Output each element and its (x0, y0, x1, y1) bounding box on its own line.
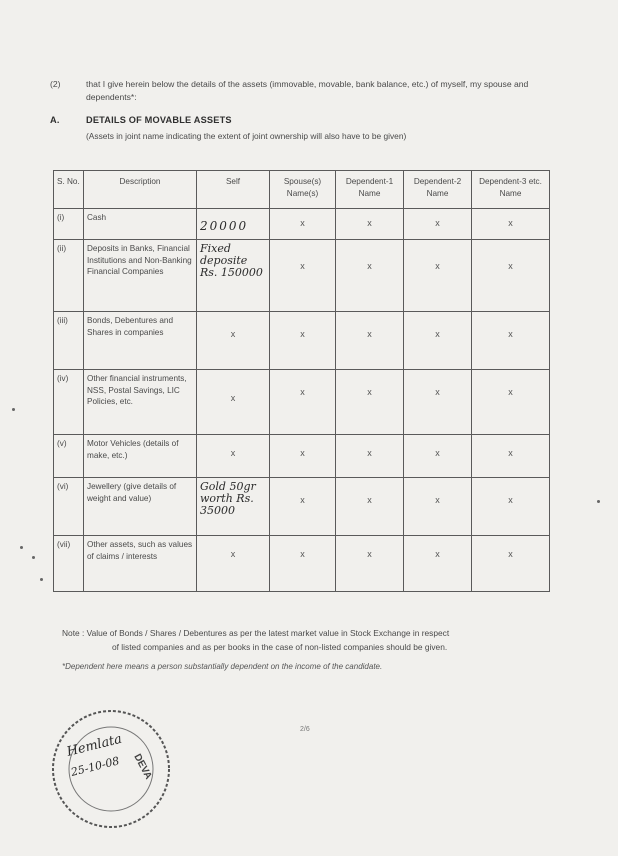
cross-mark: x (367, 261, 372, 271)
cross-mark: x (435, 261, 440, 271)
row-dependent-1 (336, 478, 404, 536)
section-note: (Assets in joint name indicating the extent of joint ownership will also have to be given) (86, 131, 407, 141)
header-dependent-2: Dependent-2 Name (404, 171, 472, 209)
cross-mark: x (367, 329, 372, 339)
row-dependent-3 (472, 478, 550, 536)
cross-mark: x (367, 549, 372, 559)
cross-mark: x (435, 218, 440, 228)
cross-mark: x (300, 329, 305, 339)
cross-mark: x (508, 549, 513, 559)
cross-mark: x (508, 218, 513, 228)
row-dependent-3 (472, 370, 550, 435)
row-self (197, 478, 270, 536)
row-description: Other assets, such as values of claims / interests (84, 536, 197, 592)
handwritten-value: Fixed deposite Rs. 150000 (200, 242, 263, 279)
scan-speck (40, 578, 43, 581)
row-self (197, 209, 270, 240)
cross-mark: x (367, 387, 372, 397)
seal-ring-text: DEVA (131, 752, 154, 782)
row-self (197, 370, 270, 435)
notary-seal (46, 704, 176, 834)
cross-mark: x (435, 549, 440, 559)
dependent-footnote: *Dependent here means a person substantially dependent on the income of the candidate. (62, 662, 383, 671)
note-line-1: Note : Value of Bonds / Shares / Debentures as per the latest market value in Stock Exchange in respect (62, 628, 450, 638)
cross-mark: x (300, 218, 305, 228)
row-dependent-2 (404, 435, 472, 478)
table-row (54, 478, 550, 536)
intro-number: (2) (50, 79, 61, 89)
table-row (54, 240, 550, 312)
section-letter: A. (50, 115, 60, 125)
cross-mark: x (508, 448, 513, 458)
row-dependent-3 (472, 536, 550, 592)
row-spouse (270, 478, 336, 536)
table-row (54, 435, 550, 478)
row-dependent-1 (336, 536, 404, 592)
header-spouse: Spouse(s) Name(s) (270, 171, 336, 209)
section-title: DETAILS OF MOVABLE ASSETS (86, 115, 232, 125)
scan-speck (32, 556, 35, 559)
scan-speck (12, 408, 15, 411)
row-self (197, 536, 270, 592)
row-sno: (iii) (54, 312, 84, 370)
row-dependent-2 (404, 312, 472, 370)
row-description: Other financial instruments, NSS, Postal Savings, LIC Policies, etc. (84, 370, 197, 435)
note-line-2: of listed companies and as per books in the case of non-listed companies should be given. (112, 642, 448, 652)
cross-mark: x (300, 387, 305, 397)
row-self (197, 240, 270, 312)
cross-mark: x (230, 393, 236, 403)
row-dependent-2 (404, 370, 472, 435)
row-description: Jewellery (give details of weight and value) (84, 478, 197, 536)
valuation-note (62, 626, 562, 654)
row-dependent-1 (336, 240, 404, 312)
handwritten-value: Gold 50gr worth Rs. 35000 (200, 480, 256, 517)
cross-mark: x (435, 448, 440, 458)
cross-mark: x (300, 448, 305, 458)
section-heading (50, 115, 232, 125)
row-dependent-1 (336, 312, 404, 370)
header-sno: S. No. (54, 171, 84, 209)
cross-mark: x (230, 549, 236, 559)
scan-speck (597, 500, 600, 503)
cross-mark: x (300, 261, 305, 271)
cross-mark: x (508, 495, 513, 505)
row-dependent-1 (336, 209, 404, 240)
row-description: Motor Vehicles (details of make, etc.) (84, 435, 197, 478)
cross-mark: x (367, 448, 372, 458)
cross-mark: x (230, 448, 236, 458)
row-dependent-3 (472, 312, 550, 370)
row-sno: (ii) (54, 240, 84, 312)
seal-date: 25-10-08 (69, 754, 121, 779)
row-spouse (270, 209, 336, 240)
table-row (54, 312, 550, 370)
cross-mark: x (508, 387, 513, 397)
row-spouse (270, 536, 336, 592)
row-dependent-1 (336, 370, 404, 435)
row-dependent-2 (404, 240, 472, 312)
table-row (54, 209, 550, 240)
row-self (197, 435, 270, 478)
row-spouse (270, 240, 336, 312)
cross-mark: x (435, 387, 440, 397)
cross-mark: x (435, 329, 440, 339)
row-self (197, 312, 270, 370)
row-dependent-3 (472, 240, 550, 312)
header-description: Description (84, 171, 197, 209)
cross-mark: x (367, 495, 372, 505)
row-dependent-1 (336, 435, 404, 478)
table-row (54, 370, 550, 435)
cross-mark: x (367, 218, 372, 228)
cross-mark: x (300, 495, 305, 505)
cross-mark: x (508, 329, 513, 339)
cross-mark: x (230, 329, 236, 339)
row-dependent-2 (404, 536, 472, 592)
table-row (54, 536, 550, 592)
row-description: Bonds, Debentures and Shares in companies (84, 312, 197, 370)
row-description: Cash (84, 209, 197, 240)
seal-signature: Hemlata (65, 731, 124, 760)
movable-assets-table (53, 170, 550, 592)
row-dependent-3 (472, 435, 550, 478)
row-spouse (270, 435, 336, 478)
row-dependent-2 (404, 478, 472, 536)
cross-mark: x (508, 261, 513, 271)
header-dependent-1: Dependent-1 Name (336, 171, 404, 209)
row-sno: (iv) (54, 370, 84, 435)
intro-paragraph (50, 78, 550, 104)
row-sno: (vii) (54, 536, 84, 592)
header-dependent-3: Dependent-3 etc. Name (472, 171, 550, 209)
page-number: 2/6 (300, 726, 310, 733)
handwritten-value: 20000 (200, 219, 249, 233)
row-sno: (i) (54, 209, 84, 240)
row-spouse (270, 370, 336, 435)
row-sno: (vi) (54, 478, 84, 536)
row-spouse (270, 312, 336, 370)
row-dependent-3 (472, 209, 550, 240)
row-dependent-2 (404, 209, 472, 240)
row-sno: (v) (54, 435, 84, 478)
table-header-row (54, 171, 550, 209)
cross-mark: x (300, 549, 305, 559)
intro-text: that I give herein below the details of the assets (immovable, movable, bank balance, etc.) of myself, my spouse and dependents*: (86, 79, 529, 102)
row-description: Deposits in Banks, Financial Institutions and Non-Banking Financial Companies (84, 240, 197, 312)
cross-mark: x (435, 495, 440, 505)
scan-speck (20, 546, 23, 549)
header-self: Self (197, 171, 270, 209)
